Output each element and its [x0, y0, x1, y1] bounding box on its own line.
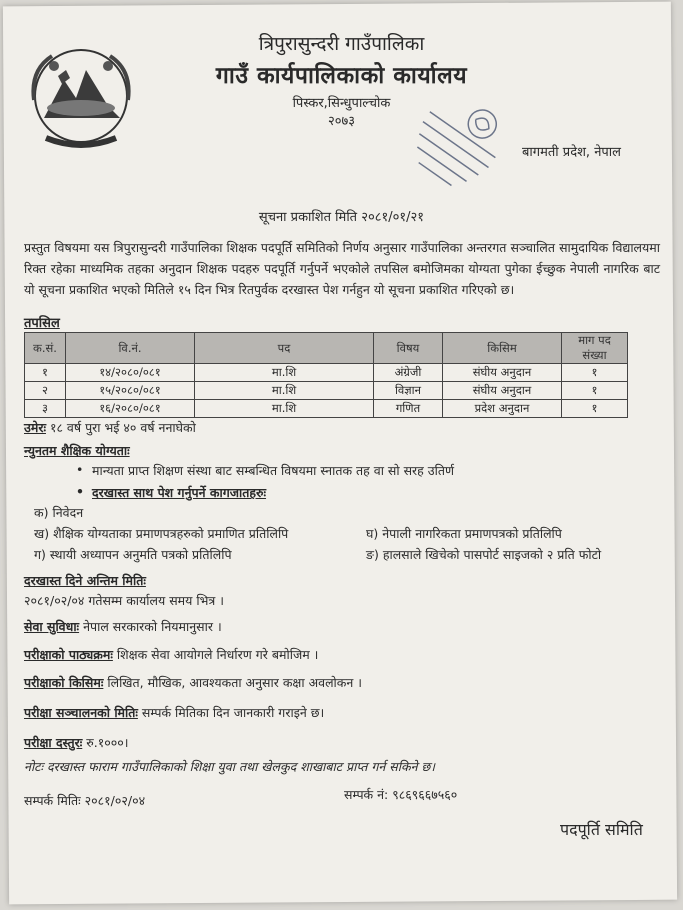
exam-fee-label: परीक्षा दस्तुरः: [24, 735, 83, 750]
col-header-subject: विषय: [374, 333, 443, 364]
cell-sn: २: [25, 382, 66, 400]
col-header-post: पद: [195, 333, 374, 364]
qualification-label: न्युनतम शैक्षिक योग्यताः: [24, 443, 130, 458]
table-row: [25, 364, 628, 382]
syllabus-value: शिक्षक सेवा आयोगले निर्धारण गरे बमोजिम ।: [116, 647, 319, 662]
exam-date-label: परीक्षा सञ्चालनको मितिः: [24, 705, 138, 720]
cell-subject: अंग्रेजी: [374, 364, 443, 382]
cell-post: मा.शि: [195, 382, 374, 400]
facility-line: [24, 618, 222, 635]
cell-count: १: [562, 382, 628, 400]
cell-subject: गणित: [374, 400, 443, 418]
table-row: [25, 382, 628, 400]
cell-type: संघीय अनुदान: [443, 382, 562, 400]
intro-paragraph: प्रस्तुत विषयमा यस त्रिपुरासुन्दरी गाउँपालिका शिक्षक पदपूर्ति समितिको निर्णय अनुसार गाउँपालिका अन्तरगत सञ्चालित सामुदायिक विद्यालयमा रिक्त रहेका माध्यमिक तहका अनुदान शिक्षक पदहरु पदपूर्ति गर्नुपर्ने भएकोले तपसिल बमोजिमका योग्यता पुगेका ईच्छुक नेपाली नागरिक बाट यो सूचना प्रकाशित भएको मितिले १५ दिन भित्र रितपुर्वक दरखास्त पेश गर्नहुन यो सूचना प्रकाशित गरिएको छ।: [24, 240, 660, 297]
age-label: उमेरः: [24, 420, 46, 435]
doc-gha: घ) नेपाली नागरिकता प्रमाणपत्रको प्रतिलिपि: [366, 526, 562, 541]
committee-signature: पदपूर्ति समिति: [560, 820, 643, 839]
municipality-name: त्रिपुरासुन्दरी गाउँपालिका: [258, 33, 425, 55]
cell-type: प्रदेश अनुदान: [443, 400, 562, 418]
exam-fee-line: [24, 734, 128, 751]
deadline-value: २०८१/०२/०४ गतेसम्म कार्यालय समय भित्र ।: [24, 593, 225, 608]
tapsil-heading: तपसिल: [24, 316, 60, 331]
cell-post: मा.शि: [195, 364, 374, 382]
cell-sn: ३: [25, 400, 66, 418]
doc-kha: ख) शैक्षिक योग्यताका प्रमाणपत्रहरुको प्रमाणित प्रतिलिपि: [34, 526, 289, 541]
deadline-label: दरखास्त दिने अन्तिम मितिः: [24, 573, 146, 588]
doc-ka: क) निवेदन: [34, 505, 84, 520]
note-text: नोटः दरखास्त फाराम गाउँपालिकाको शिक्षा युवा तथा खेलकुद शाखाबाट प्राप्त गर्न सकिने छ।: [24, 759, 435, 774]
cell-count: १: [562, 400, 628, 418]
cell-adv-no: १६/२०८०/०८१: [66, 400, 195, 418]
contact-date: सम्पर्क मितिः २०८१/०२/०४: [24, 793, 146, 808]
vacancy-table: [24, 332, 628, 418]
exam-type-value: लिखित, मौखिक, आवश्यकता अनुसार कक्षा अवलोकन ।: [107, 675, 363, 690]
office-year: २०७३: [327, 114, 356, 129]
notice-publish-date: सूचना प्रकाशित मिति २०८१/०१/२१: [258, 210, 425, 225]
contact-number: सम्पर्क नं: ९८६९६६७५६०: [344, 787, 458, 802]
exam-type-label: परीक्षाको किसिमः: [24, 675, 104, 690]
exam-date-value: सम्पर्क मितिका दिन जानकारी गराइने छ।: [141, 705, 325, 720]
province-name: बागमती प्रदेश, नेपाल: [522, 145, 621, 160]
facility-value: नेपाल सरकारको नियमानुसार ।: [83, 619, 222, 634]
col-header-count: माग पद संख्या: [562, 333, 628, 364]
syllabus-line: [24, 646, 318, 663]
exam-type-line: [24, 674, 362, 691]
office-name: गाउँ कार्यपालिकाको कार्यालय: [215, 63, 468, 89]
doc-nga: ङ) हालसाले खिचेको पासपोर्ट साइजको २ प्रति फोटो: [366, 547, 602, 562]
cell-sn: १: [25, 364, 66, 382]
syllabus-label: परीक्षाको पाठ्यक्रमः: [24, 647, 113, 662]
cell-count: १: [562, 364, 628, 382]
documents-label: • दरखास्त साथ पेश गर्नुपर्ने कागजातहरुः: [92, 484, 266, 501]
doc-ga: ग) स्थायी अध्यापन अनुमति पत्रको प्रतिलिपि: [34, 547, 232, 562]
col-header-adv-no: वि.नं.: [66, 333, 195, 364]
col-header-sn: क.सं.: [25, 333, 66, 364]
cell-type: संघीय अनुदान: [443, 364, 562, 382]
age-value: १८ वर्ष पुरा भई ४० वर्ष ननाघेको: [49, 420, 196, 435]
exam-date-line: [24, 704, 324, 721]
exam-fee-value: रु.१०००।: [86, 735, 129, 750]
qualification-item: • मान्यता प्राप्त शिक्षण संस्था बाट सम्बन्धित विषयमा स्नातक तह वा सो सरह उतिर्ण: [92, 462, 454, 479]
office-location: पिस्कर,सिन्धुपाल्चोक: [292, 96, 391, 111]
table-header-row: [25, 333, 628, 364]
cell-adv-no: १४/२०८०/०८१: [66, 364, 195, 382]
table-row: [25, 400, 628, 418]
col-header-type: किसिम: [443, 333, 562, 364]
age-line: [24, 419, 196, 436]
office-stamp-icon: [404, 92, 504, 202]
cell-adv-no: १५/२०८०/०८१: [66, 382, 195, 400]
facility-label: सेवा सुविधाः: [24, 619, 80, 634]
cell-subject: विज्ञान: [374, 382, 443, 400]
cell-post: मा.शि: [195, 400, 374, 418]
